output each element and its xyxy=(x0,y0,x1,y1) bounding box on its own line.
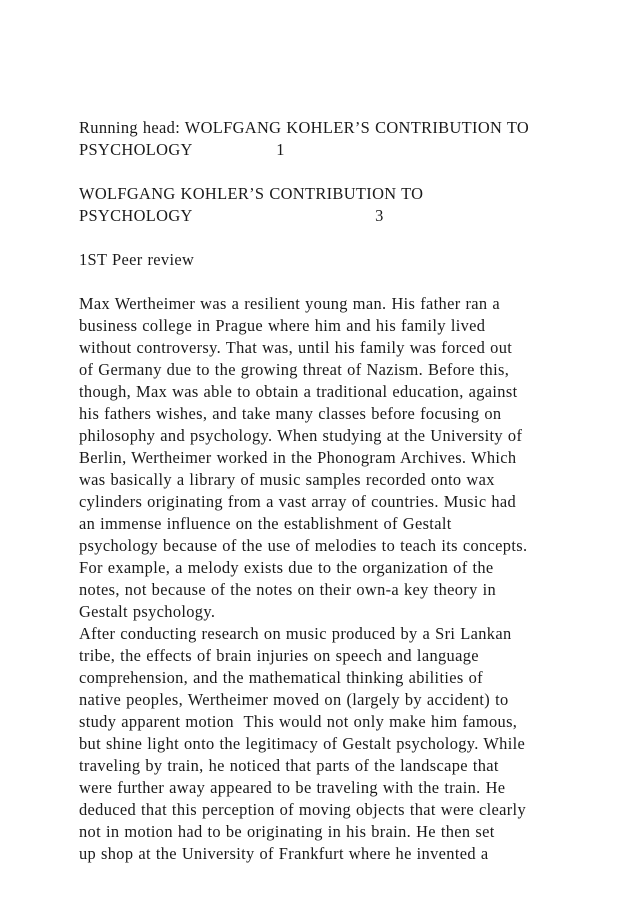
paragraph-line: deduced that this perception of moving objects that were clearly xyxy=(79,800,526,819)
paragraph-line: study apparent motion This would not only make him famous, xyxy=(79,712,518,731)
paragraph-line: an immense influence on the establishment of Gestalt xyxy=(79,514,452,533)
blank-line xyxy=(79,161,579,183)
paragraph-line: traveling by train, he noticed that parts of the landscape that xyxy=(79,756,499,775)
running-head xyxy=(79,117,579,161)
paragraph-line: up shop at the University of Frankfurt where he invented a xyxy=(79,844,489,863)
paragraph-line: After conducting research on music produced by a Sri Lankan xyxy=(79,624,512,643)
document-body xyxy=(79,117,579,865)
paragraph-line: were further away appeared to be traveling with the train. He xyxy=(79,778,506,797)
paragraph-line: Berlin, Wertheimer worked in the Phonogram Archives. Which xyxy=(79,448,517,467)
running-head-line: PSYCHOLOGY 1 xyxy=(79,140,285,159)
page-title-line: PSYCHOLOGY 3 xyxy=(79,206,384,225)
body-paragraph xyxy=(79,293,579,865)
paragraph-line: philosophy and psychology. When studying at the University of xyxy=(79,426,523,445)
paragraph-line: not in motion had to be originating in his brain. He then set xyxy=(79,822,495,841)
paragraph-line: For example, a melody exists due to the organization of the xyxy=(79,558,494,577)
review-label: 1ST Peer review xyxy=(79,250,195,269)
paragraph-line: Max Wertheimer was a resilient young man. His father ran a xyxy=(79,294,501,313)
paragraph-line: native peoples, Wertheimer moved on (largely by accident) to xyxy=(79,690,509,709)
paragraph-line: comprehension, and the mathematical thinking abilities of xyxy=(79,668,483,687)
paragraph-line: tribe, the effects of brain injuries on speech and language xyxy=(79,646,479,665)
paragraph-line: his fathers wishes, and take many classes before focusing on xyxy=(79,404,502,423)
paragraph-line: notes, not because of the notes on their own-a key theory in xyxy=(79,580,497,599)
paragraph-line: cylinders originating from a vast array of countries. Music had xyxy=(79,492,517,511)
paragraph-line: of Germany due to the growing threat of Nazism. Before this, xyxy=(79,360,510,379)
paragraph-line: Gestalt psychology. xyxy=(79,602,216,621)
blank-line xyxy=(79,227,579,249)
blank-line xyxy=(79,271,579,293)
paragraph-line: was basically a library of music samples recorded onto wax xyxy=(79,470,495,489)
page-title xyxy=(79,183,579,227)
paragraph-line: but shine light onto the legitimacy of Gestalt psychology. While xyxy=(79,734,526,753)
page-title-line: WOLFGANG KOHLER’S CONTRIBUTION TO xyxy=(79,184,424,203)
paragraph-line: psychology because of the use of melodies to teach its concepts. xyxy=(79,536,528,555)
paragraph-line: business college in Prague where him and his family lived xyxy=(79,316,486,335)
running-head-line: Running head: WOLFGANG KOHLER’S CONTRIBUTION TO xyxy=(79,118,530,137)
paragraph-line: though, Max was able to obtain a traditional education, against xyxy=(79,382,518,401)
paragraph-line: without controversy. That was, until his family was forced out xyxy=(79,338,513,357)
